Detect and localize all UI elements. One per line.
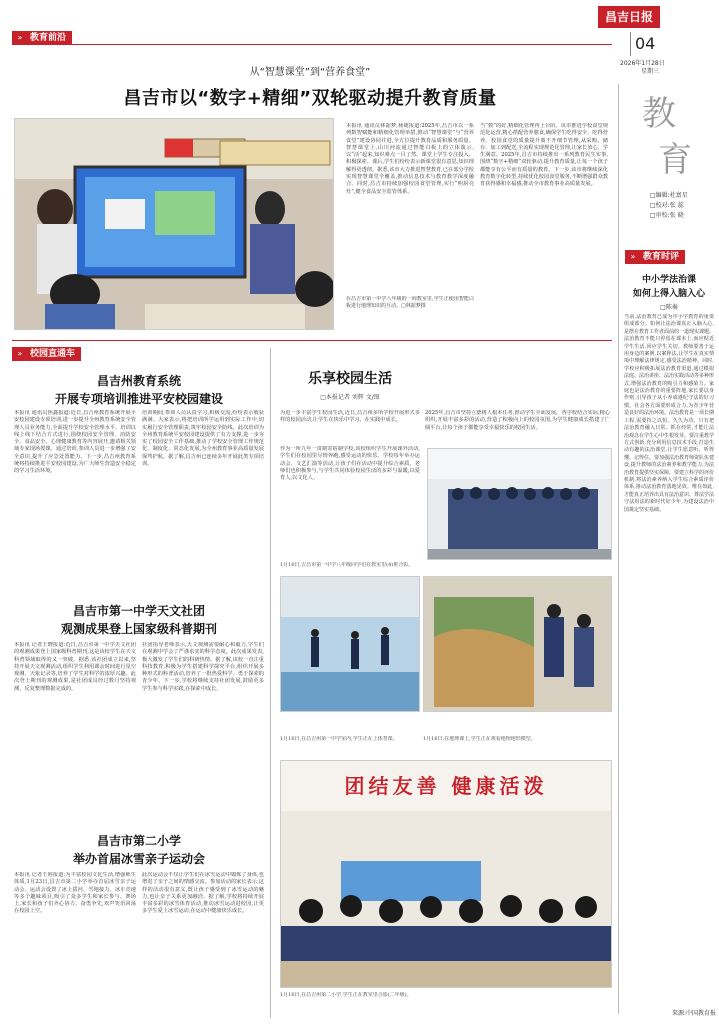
- column-divider-left: [270, 348, 271, 1018]
- caption-class-photo: 1月16日,吉昌市第一中学八年级同学们在教室里(4)班合影。: [280, 562, 414, 568]
- side-editor-1: □编辑:杜富星: [650, 192, 688, 199]
- page-number: [630, 32, 690, 56]
- article1-body-col2: 培训期间,参训人员认真学习,积极交流,纷纷表示收获满满。大家表示,将把培训所学运用到实际工作中,切实履行安全管理职责,筑牢校园安全防线。此次培训为全州教育系统平安校园建设提供了有力支撑,进一步夯实了校园安全工作基础,推动了学校安全管理工作规范化、制度化、常态化发展,为全州教育事业高质量发展保驾护航。据了解,昌吉州已连续多年开展此类专项培训。: [142, 410, 264, 468]
- commentary-author: □陈奏: [660, 304, 678, 311]
- masthead-logo: 昌吉日报: [598, 6, 660, 28]
- section-tag-label: 教育前沿: [28, 31, 72, 45]
- article3-body-col1: 本报讯 记者王婷报道:为丰富校园文化生活,增强师生体质,1月23日,昌吉市第二小学举办首届冰雪亲子运动会。运动会设置了冰上拔河、雪地接力、冰车竞速等多个趣味项目,吸引了众多学生和家长参与。赛场上,家长和孩子们齐心协力、奋勇争先,欢声笑语回荡在校园上空。: [14, 872, 136, 915]
- gym-photo: [280, 576, 420, 712]
- article1-title-line1: 昌吉州教育系统: [96, 374, 181, 388]
- main-headline: 昌吉市以“数字+精细”双轮驱动提升教育质量: [123, 88, 497, 109]
- caption-gym-photo: 1月16日,在昌吉州第一中学室内,学生正在上体育课。: [280, 736, 398, 742]
- middle-intro-col1: 为进一步丰富学生校园生活,近日,昌吉州多所学校开展形式多样的校园活动,让学生在快乐中学习、在实践中成长。: [280, 410, 420, 424]
- article2-title-line1: 昌吉市第一中学天文社团: [72, 604, 205, 618]
- chevron-icon: »: [12, 347, 28, 361]
- middle-body-col1: 作为一所九年一贯制寄宿制学校,该校组织学生开展课外活动,学生们在校园里尽情奔跑,感受运动的快乐。学校每年举办运动会、文艺汇演等活动,让孩子们在活动中提升综合素质。老师们也积极参与,与学生共同体验校园生活的多彩与温暖,以爱育人,以文化人。: [280, 446, 420, 482]
- class-group-photo: [427, 448, 612, 560]
- side-editor-3: □审校:张 晓: [650, 212, 684, 219]
- commentary-title-line2: 如何上得入脑入心: [632, 289, 705, 299]
- divider-top: [12, 340, 612, 341]
- page-number-text: 04: [635, 34, 656, 53]
- caption-geography-photo: 1月16日,在地理课上,学生正在观看地理地形模型。: [423, 736, 536, 742]
- column-divider-right: [618, 84, 619, 1014]
- geography-photo: [423, 576, 612, 712]
- section-tag-frontier: [12, 31, 72, 45]
- chevron-icon: »: [12, 31, 28, 45]
- article3-title-line1: 昌吉市第二小学: [96, 834, 181, 848]
- article3-body-col2: 此次运动会不仅让学生们在冰雪运动中锻炼了身体,也增进了亲子之间的情感交流。参加活动的家长表示,这样的活动很有意义,既让孩子感受到了冰雪运动的魅力,也让亲子关系更加融洽。据了解,学校将持续开展丰富多彩的冰雪体育活动,推动冰雪运动进校园,让更多学生爱上冰雪运动,在运动中健康快乐成长。: [142, 872, 264, 915]
- top-article-col1: 本报讯 通讯员林韶梦,杨婕报道:2025年,昌吉市以一系列数智赋能和精细化管理举措,推动“智慧课堂”与“营养食堂”建设协同并进,全方位提升教育品质和服务质量。智慧课堂上,山川河流通过智能白板上的立体演示,以“活”起来,知识难点一目了然。课堂上学生专注投入、积极探索。课后,学生们纷纷表示新课堂很有意思,知识理解得更透彻。据悉,该市大力推进智慧教育,已在部分学校实现智慧课堂全覆盖,推动信息技术与教育教学深度融合。同时,昌吉市持续加强校园食堂管理,实行“明厨亮灶”,健全食品安全监管体系。: [346, 123, 474, 195]
- classroom-photo: [14, 118, 334, 330]
- classroom-banner: 团结友善 健康活泼: [344, 774, 548, 798]
- article3-title-line2: 举办首届冰雪亲子运动会: [72, 852, 205, 866]
- middle-headline: 乐享校园生活: [308, 371, 392, 387]
- top-article-col2: 当“数”的好,精细化管理再上台阶。该市推进学校食堂规范化运营,精心搭配营养膳食,确保学生吃得安全、吃得营养。校园食堂的质量提升离不开细节管理,从采购、储存、加工到配送,全流程实现规范化管理,让家长放心、学生满意。2025年,昌吉市持续推出一系列教育民生实事,围绕“数字+精细”双轮驱动,提升教育质量,让每一个孩子都能享有公平而有质量的教育。下一步,该市将继续深化教育数字化转型,持续优化校园食堂服务,不断增强群众教育获得感和幸福感,推动全市教育事业高质量发展。: [480, 123, 608, 188]
- middle-intro-col2: 2025年,昌吉市坚持立德树人根本任务,推动学生全面发展。各学校结合实际,精心组织,开展丰富多彩的活动,营造了积极向上的校园氛围,为学生健康成长搭建了广阔平台,让每个孩子都能享受幸福快乐的校园生活。: [425, 410, 610, 431]
- chevron-icon: »: [625, 250, 641, 264]
- top-rule: [12, 31, 612, 45]
- issue-date: 2026年1月28日: [620, 60, 665, 67]
- article2-body-col1: 本报讯 记者王晓报道:近日,昌吉市第一中学天文社团的观测成果登上国家级科普期刊,这是该校学生在天文科普领域取得的又一突破。据悉,该社团成立以来,坚持开展天文观测活动,组织学生利用课余时间进行星空观测、天象记录等,培养了学生对科学的浓厚兴趣。此次登上期刊的观测成果,是社团成员经过数月坚持观测、反复整理数据完成的。: [14, 642, 136, 692]
- middle-byline: □本报记者 刘辉 文/图: [320, 394, 380, 401]
- article2-title-line2: 观测成果登上国家级科普期刊: [60, 622, 217, 636]
- article2-body-col2: 社团指导老师表示,天文观测需要耐心和毅力,学生们在观测中学会了严谨求实的科学态度。此次成果发表,极大激发了学生们的科研热情。据了解,该校一直注重科技教育,积极为学生搭建科学探究平台,组织开展多种形式的科普活动,培养了一批热爱科学、勇于探索的青少年。下一步,学校将继续支持社团发展,鼓励更多学生参与科学实践,在探索中成长。: [142, 642, 264, 692]
- section-tag-campus: [12, 347, 81, 361]
- side-big-char-2: 育: [658, 140, 692, 180]
- side-big-char-1: 教: [642, 94, 676, 134]
- section-tag-label: 教育时评: [641, 250, 685, 264]
- caption-classroom-group: 1月16日,在昌吉州第二小学,学生正在教室里合影(二年级)。: [280, 992, 412, 998]
- commentary-title-line1: 中小学法治课: [641, 275, 696, 285]
- kicker: 从“智慧课堂”到“营养食堂”: [249, 67, 371, 78]
- section-tag-commentary: [625, 250, 685, 264]
- side-editor-2: □校对:张 蕊: [650, 202, 684, 209]
- article1-title-line2: 开展专项培训推进平安校园建设: [54, 392, 223, 406]
- article1-body-col1: 本报讯 通讯员焦鑫报道:近日,昌吉州教育系统开展平安校园建设专项培训,进一步提升全州教育系统安全管理人员业务能力,全面提升学校安全管理水平。培训以线上线下结合方式进行,围绕校园安全管理、消防安全、食品安全、心理健康教育等内容展开,邀请相关领域专家现场授课。通过培训,参训人员进一步增强了安全意识,提升了应急处置能力。下一步,昌吉州教育系统将持续推进平安校园建设,为广大师生营造安全稳定的学习生活环境。: [14, 410, 136, 475]
- photo-caption-top: 在昌吉市第一中学八年级的一间教室里,学生正使用智能白板进行地理知识的互动。□林韶梦摄: [346, 296, 474, 309]
- section-tag-label: 校园直通车: [28, 347, 81, 361]
- commentary-source: 来源:中国教育报: [671, 1010, 716, 1017]
- commentary-body: 当前,法治教育已成为中小学教育的重要组成部分。如何让法治课真正入脑入心,是摆在教育工作者面前的一道现实课题。法治教育不能只停留在课本上,而应贴近学生生活,回应学生关切。教师要善于运用身边的案例,以案释法,让学生在真实情境中理解法律规定,感受法治精神。同时,学校应积极拓展法治教育渠道,通过模拟法庭、法治讲座、法治实践活动等多种形式,增强法治教育的吸引力和感染力。家庭也是法治教育的重要阵地,家长要以身作则,引导孩子从小养成遵纪守法的好习惯。社会各方面要形成合力,为青少年营造良好的法治环境。法治教育是一项长期工程,需要持之以恒、久久为功。只有把法治教育融入日常、抓在经常,才能让法治观念在学生心中生根发芽。要注重教学方式创新,充分利用信息技术手段,打造生动有趣的法治课堂,让学生愿意听、听得懂、记得住。要加强法治教育师资队伍建设,提升教师的法治素养和教学能力,为法治教育提供坚实保障。要建立科学的评价机制,将法治素养纳入学生综合素质评价体系,推动法治教育落地见效。唯有如此,才能真正培养出具有法治意识、尊法学法守法用法的新时代好少年,为建设法治中国奠定坚实基础。: [624, 314, 714, 513]
- issue-weekday: 星期三: [641, 68, 660, 75]
